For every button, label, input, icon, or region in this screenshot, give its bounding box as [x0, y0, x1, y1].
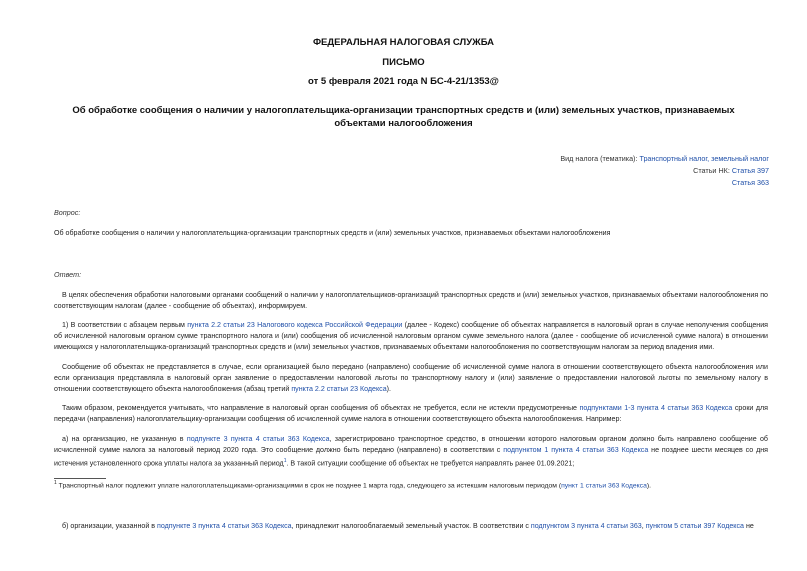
document-type: ПИСЬМО — [382, 57, 425, 68]
answer-paragraph-1: В целях обеспечения обработки налоговыми органами сообщений о наличии у налогоплательщиков-организаций транспортных средств и (или) земельных участков, признаваемых объектами налогообложения по соответствующим налогам (далее - сообщение об объектах), информируем. — [54, 291, 768, 311]
tax-code-articles-line — [693, 165, 769, 177]
paragraph-text: Сообщение об объектах не представляется в случае, если организацией было передано (направлено) сообщение об исчисленной сумме налога в отношении соответствующего объекта налогообложения или если организация представляла в налоговый орган заявление о предоставлении налоговой льготы по транспортному налогу и (или) заявление о предоставлении налоговой льготы по земельному налогу в отношении соответствующего объекта налогообложения (абзац третий — [54, 363, 768, 394]
agency-title: ФЕДЕРАЛЬНАЯ НАЛОГОВАЯ СЛУЖБА — [312, 37, 495, 48]
article-23-2-2-link[interactable]: пункта 2.2 статьи 23 Кодекса — [291, 385, 387, 394]
paragraph-text: (далее - Кодекс) сообщение об объектах направляется в налоговый орган в случае неполучения сообщения об исчисленной налоговым органом сумме транспортного налога и (или) сообщения об исчисленной налоговым органом сумме земельного налога (далее - сообщение об исчисленной сумме налога) в отношении имеющихся у налогоплательщика-организаций транспортных средств и (или) земельных участков, признаваемых объектами налогообложения по соответствующим налогам за период владения ими. — [54, 321, 769, 352]
paragraph-text: б) организации, указанной в — [62, 522, 157, 530]
article-363-link[interactable]: Статья 363 — [731, 178, 769, 187]
paragraph-text: ). — [386, 385, 392, 394]
paragraph-text: 1) В соответствии с абзацем первым — [62, 321, 188, 329]
footnote-mark: 1 — [54, 480, 57, 486]
tax-type-link[interactable]: Транспортный налог, земельный налог — [639, 154, 769, 163]
paragraph-text: не позднее шести месяцев со дня истечения установленного срока уплаты налога за указанный период — [54, 446, 768, 468]
document-date-number: от 5 февраля 2021 года N БС-4-21/1353@ — [308, 76, 499, 87]
tax-type-line — [560, 153, 769, 165]
answer-paragraph-2 — [54, 320, 768, 354]
question-text: Об обработке сообщения о наличии у налогоплательщика-организации транспортных средств и (или) земельных участков, признаваемых объектами налогообложения — [54, 229, 611, 237]
question-label: Вопрос: — [54, 208, 81, 217]
article-397-p5-link[interactable]: пунктом 5 статьи 397 Кодекса — [645, 522, 744, 530]
answer-label: Ответ: — [54, 270, 82, 279]
article-363-p1-footnote-link[interactable]: пункт 1 статьи 363 Кодекса — [561, 482, 647, 490]
footnote-ref[interactable]: 1 — [283, 458, 287, 465]
paragraph-text: Таким образом, рекомендуется учитывать, что направление в налоговый орган сообщения об объектах не требуется, если не истекли предусмотренные — [62, 404, 580, 412]
article-363-p3-link-3[interactable]: подпунктом 3 пункта 4 статьи 363 — [530, 522, 642, 530]
answer-paragraph-5 — [54, 434, 768, 470]
footnote-text: Транспортный налог подлежит уплате налогоплательщиками-организациями в срок не позднее 1 марта года, следующего за истекшим налоговым периодом ( — [56, 482, 562, 490]
paragraph-text: , принадлежит налогооблагаемый земельный участок. В соответствии с — [291, 522, 531, 530]
footnote — [54, 478, 768, 491]
paragraph-text: а) на организацию, не указанную в — [62, 435, 187, 443]
paragraph-text: сроки для передачи (направления) налогоплательщику-организации сообщения об исчисленной сумме налога в отношении соответствующего объекта налогообложения. Например: — [54, 404, 768, 424]
answer-paragraph-3 — [54, 362, 768, 396]
article-23-link[interactable]: пункта 2.2 статьи 23 Налогового кодекса Российской Федерации — [187, 321, 403, 329]
article-363-p3-link[interactable]: подпункте 3 пункта 4 статьи 363 Кодекса — [186, 435, 330, 443]
footnote-text: ). — [646, 482, 652, 490]
article-363-subpoints-link[interactable]: подпунктами 1-3 пункта 4 статьи 363 Кодекса — [579, 404, 733, 412]
article-363-p1-link[interactable]: подпунктом 1 пункта 4 статьи 363 Кодекса — [503, 446, 649, 455]
answer-paragraph-6 — [54, 521, 768, 532]
article-397-link[interactable]: Статья 397 — [731, 166, 769, 175]
tax-code-label: Статьи НК: — [693, 166, 732, 175]
document-subject: Об обработке сообщения о наличии у налогоплательщика-организации транспортных средств и (или) земельных участков, признаваемых объектами налогообложения — [72, 105, 735, 129]
paragraph-text: , зарегистрировано транспортное средство, в отношении которого налоговым органом должно быть направлено сообщение об исчисленной сумме налога за налоговый период 2020 года. Это сообщение должно быть передано (направлено) в соответствии с — [54, 435, 768, 455]
tax-code-articles-line-2 — [732, 177, 769, 189]
paragraph-text: . В такой ситуации сообщение об объектах не требуется направлять ранее 01.09.2021; — [286, 459, 575, 468]
answer-paragraph-4 — [54, 403, 768, 425]
article-363-p3-link-2[interactable]: подпункте 3 пункта 4 статьи 363 Кодекса — [157, 522, 292, 530]
paragraph-text: не — [743, 522, 754, 530]
tax-type-label: Вид налога (тематика): — [560, 154, 640, 163]
paragraph-text: , — [641, 522, 646, 530]
